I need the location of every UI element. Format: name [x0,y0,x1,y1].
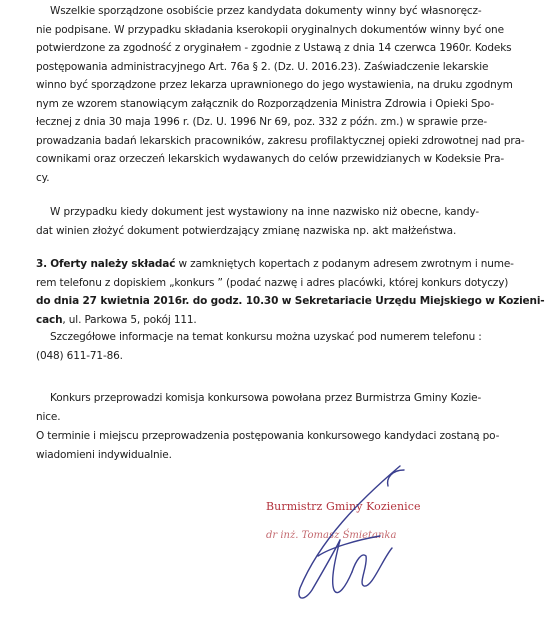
text-line: Konkurs przeprowadzi komisja konkursowa powołana przez Burmistrza Gminy Kozie- [50,392,482,404]
text-line: cownikami oraz orzeczeń lekarskich wydawanych do celów przewidzianych w Kodeksie Pra- [36,153,505,165]
text-line: W przypadku kiedy dokument jest wystawiony na inne nazwisko niż obecne, kandy- [50,206,479,218]
text-line: potwierdzone za zgodność z oryginałem - zgodnie z Ustawą z dnia 14 czerwca 1960r. Kodeks [36,42,512,54]
phone-number: (048) 611-71-86. [36,349,123,362]
text-line: prowadzania badań lekarskich pracowników, zakresu profilaktycznej opieki zdrowotnej nad pra- [36,134,525,147]
address-text: , ul. Parkowa 5, pokój 111. [62,313,197,326]
text-line: winno być sporządzone przez lekarza uprawnionego do jego wystawienia, na druku zgodnym [36,79,513,91]
offers-heading: Oferty należy składać [50,258,176,270]
text-line: łecznej z dnia 30 maja 1996 r. (Dz. U. 1996 Nr 69, poz. 332 z późn. zm.) w sprawie prze- [36,116,488,128]
text-line: cy. [36,171,50,184]
text-line: dat winien złożyć dokument potwierdzający zmianę nazwiska np. akt małżeństwa. [36,224,457,237]
text-line: nice. [36,410,61,423]
location-bold: cach [36,313,63,326]
text-line: nie podpisane. W przypadku składania kserokopii oryginalnych dokumentów winny być one [36,23,504,36]
text-line: Wszelkie sporządzone osobiście przez kandydata dokumenty winny być własnoręcz- [50,5,482,17]
text-line: nym ze wzorem stanowiącym załącznik do Rozporządzenia Ministra Zdrowia i Opieki Spo- [36,97,495,110]
text-line: wiadomieni indywidualnie. [36,448,172,461]
text-line: Szczegółowe informacje na temat konkursu można uzyskać pod numerem telefonu : [50,331,482,343]
deadline-line: do dnia 27 kwietnia 2016r. do godz. 10.30 w Sekretariacie Urzędu Miejskiego w Kozieni- [36,295,545,307]
text-line: postępowania administracyjnego Art. 76a § 2. (Dz. U. 2016.23). Zaświadczenie lekarskie [36,60,489,73]
text-line: rem telefonu z dopiskiem „konkurs ” (podać nazwę i adres placówki, której konkurs dotyczy) [36,276,509,289]
section-number: 3. [36,258,47,270]
stamp-title: Burmistrz Gminy Kozienice [266,500,421,513]
stamp-name: dr inż. Tomasz Śmietanka [266,530,397,541]
text-line: O terminie i miejscu przeprowadzenia postępowania konkursowego kandydaci zostaną po- [36,430,500,442]
text-fragment: w zamkniętych kopertach z podanym adresem zwrotnym i nume- [175,258,514,270]
